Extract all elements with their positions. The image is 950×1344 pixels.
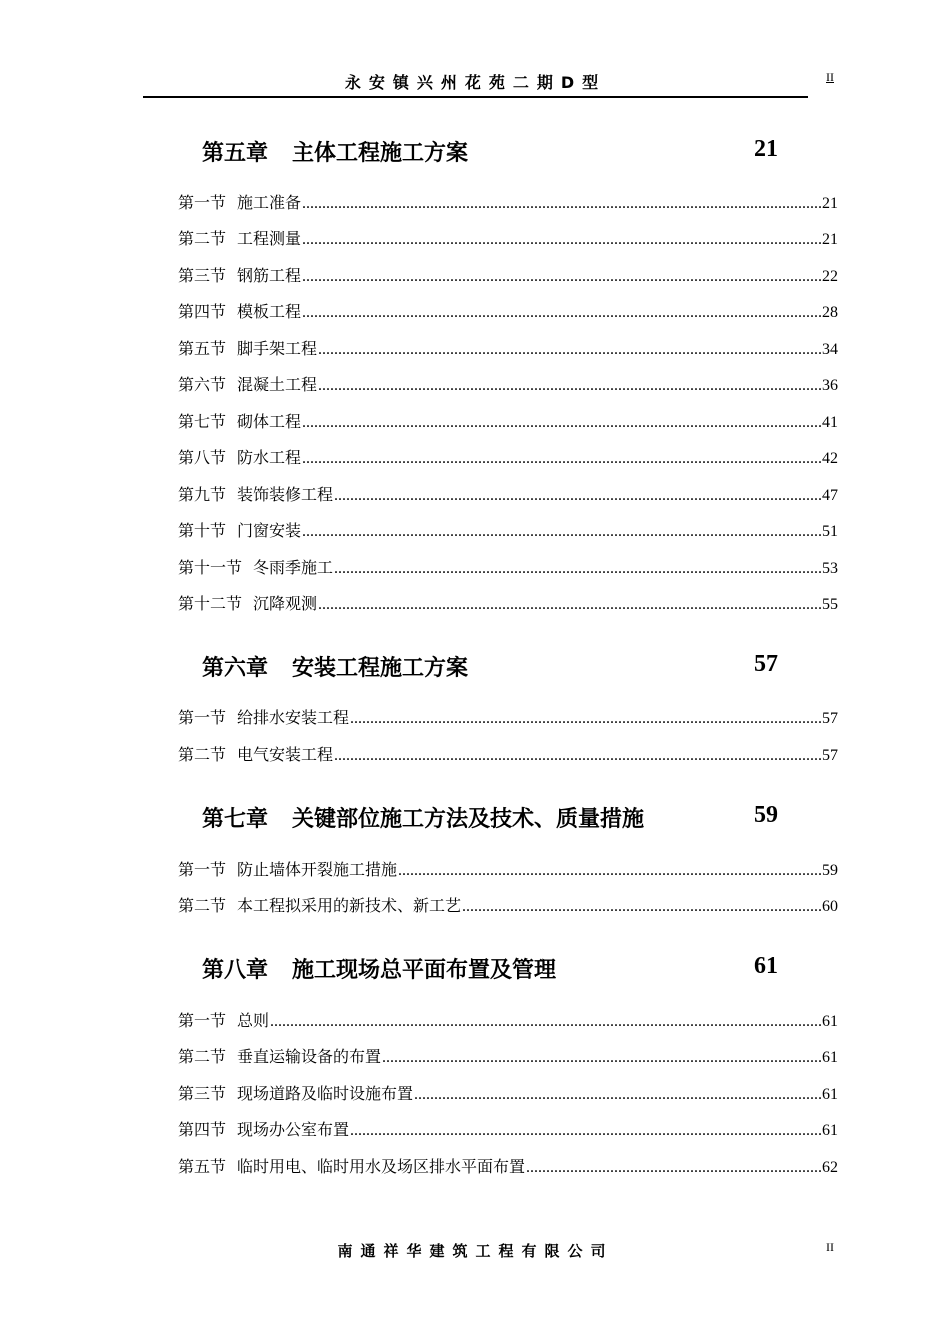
toc-section: 第二节 [178,1047,227,1066]
toc-section: 第十二节 [178,594,243,613]
toc-name: 本工程拟采用的新技术、新工艺 [237,896,462,915]
chapter-page: 59 [754,802,778,828]
toc-entry[interactable] [178,555,838,581]
toc-page: 62 [822,1159,838,1176]
toc-section: 第二节 [178,745,227,764]
chapter-heading[interactable] [202,802,802,836]
footer-company: 南通祥华建筑工程有限公司 [337,1242,614,1260]
toc-entry[interactable] [178,445,838,471]
header-title: 永安镇兴州花苑二期D型 [344,73,607,92]
toc-leader [270,1009,821,1035]
toc-page: 61 [822,1013,838,1030]
chapter-label: 第八章 [202,958,269,983]
toc-page: 60 [822,898,838,915]
toc-leader [414,1082,821,1108]
toc-page: 28 [822,304,838,321]
toc-leader [350,706,821,732]
toc-page: 47 [822,487,838,504]
toc-entry[interactable] [178,705,838,731]
toc-leader [302,410,821,436]
toc-section: 第三节 [178,1084,227,1103]
toc-section: 第六节 [178,375,227,394]
toc-entry[interactable] [178,857,838,883]
chapter-heading[interactable] [202,651,802,685]
toc-entry[interactable] [178,893,838,919]
toc-name: 给排水安装工程 [237,708,350,727]
toc-name: 装饰装修工程 [237,485,334,504]
toc-leader [350,1118,821,1144]
toc-leader [382,1045,821,1071]
chapter-title: 主体工程施工方案 [292,141,469,166]
toc-name: 防止墙体开裂施工措施 [237,860,398,879]
toc-name: 脚手架工程 [237,339,318,358]
toc-leader [302,191,821,217]
toc-leader [318,592,821,618]
toc-section: 第一节 [178,860,227,879]
toc-page: 61 [822,1086,838,1103]
toc-section: 第三节 [178,266,227,285]
toc-leader [302,300,821,326]
toc-page: 55 [822,596,838,613]
toc-page: 21 [822,195,838,212]
toc-section: 第七节 [178,412,227,431]
toc-section: 第五节 [178,339,227,358]
toc-page: 42 [822,450,838,467]
toc-leader [334,483,821,509]
toc-name: 工程测量 [237,229,302,248]
toc-leader [462,894,821,920]
toc-page: 41 [822,414,838,431]
toc-name: 模板工程 [237,302,302,321]
toc-page: 51 [822,523,838,540]
chapter-title: 施工现场总平面布置及管理 [292,958,557,983]
toc-section: 第五节 [178,1157,227,1176]
toc-page: 59 [822,862,838,879]
toc-name: 施工准备 [237,193,302,212]
toc-section: 第八节 [178,448,227,467]
chapter-label: 第六章 [202,656,269,681]
toc-leader [302,227,821,253]
toc-name: 电气安装工程 [237,745,334,764]
toc-name: 临时用电、临时用水及场区排水平面布置 [237,1157,526,1176]
toc-section: 第二节 [178,896,227,915]
toc-page: 57 [822,710,838,727]
toc-name: 沉降观测 [253,594,318,613]
toc-entry[interactable] [178,409,838,435]
toc-section: 第一节 [178,193,227,212]
toc-page: 21 [822,231,838,248]
toc-entry[interactable] [178,299,838,325]
toc-entry[interactable] [178,482,838,508]
chapter-page: 61 [754,953,778,979]
toc-section: 第九节 [178,485,227,504]
toc-page: 53 [822,560,838,577]
toc-leader [318,337,821,363]
toc-name: 总则 [237,1011,270,1030]
toc-entry[interactable] [178,336,838,362]
toc-page: 61 [822,1122,838,1139]
toc-name: 门窗安装 [237,521,302,540]
toc-entry[interactable] [178,591,838,617]
chapter-title: 关键部位施工方法及技术、质量措施 [292,807,645,832]
toc-entry[interactable] [178,742,838,768]
toc-page: 61 [822,1049,838,1066]
chapter-label: 第七章 [202,807,269,832]
toc-section: 第四节 [178,302,227,321]
toc-page: 57 [822,747,838,764]
chapter-page: 57 [754,651,778,677]
chapter-page: 21 [754,136,778,162]
page-header [143,64,808,98]
toc-name: 冬雨季施工 [253,558,334,577]
toc-leader [318,373,821,399]
toc-leader [302,446,821,472]
toc-entry[interactable] [178,263,838,289]
chapter-title: 安装工程施工方案 [292,656,469,681]
toc-leader [302,519,821,545]
header-page-number: II [826,70,834,84]
toc-entry[interactable] [178,226,838,252]
toc-entry[interactable] [178,1117,838,1143]
toc-page: 34 [822,341,838,358]
toc-leader [526,1155,821,1181]
toc-section: 第一节 [178,1011,227,1030]
toc-entry[interactable] [178,1044,838,1070]
toc-section: 第十一节 [178,558,243,577]
toc-name: 防水工程 [237,448,302,467]
toc-entry[interactable] [178,518,838,544]
toc-entry[interactable] [178,1081,838,1107]
toc-entry[interactable] [178,190,838,216]
toc-name: 现场道路及临时设施布置 [237,1084,414,1103]
chapter-heading[interactable] [202,136,802,170]
toc-entry[interactable] [178,1154,838,1180]
toc-page: 36 [822,377,838,394]
toc-name: 现场办公室布置 [237,1120,350,1139]
toc-name: 砌体工程 [237,412,302,431]
toc-section: 第二节 [178,229,227,248]
toc-name: 垂直运输设备的布置 [237,1047,382,1066]
toc-section: 第十节 [178,521,227,540]
toc-page: 22 [822,268,838,285]
toc-name: 钢筋工程 [237,266,302,285]
chapter-heading[interactable] [202,953,802,987]
toc-leader [302,264,821,290]
toc-section: 第一节 [178,708,227,727]
toc-leader [334,743,821,769]
toc-leader [398,858,821,884]
toc-entry[interactable] [178,1008,838,1034]
chapter-label: 第五章 [202,141,269,166]
toc-leader [334,556,821,582]
toc-name: 混凝土工程 [237,375,318,394]
toc-section: 第四节 [178,1120,227,1139]
footer-page-number: II [826,1240,834,1254]
toc-entry[interactable] [178,372,838,398]
